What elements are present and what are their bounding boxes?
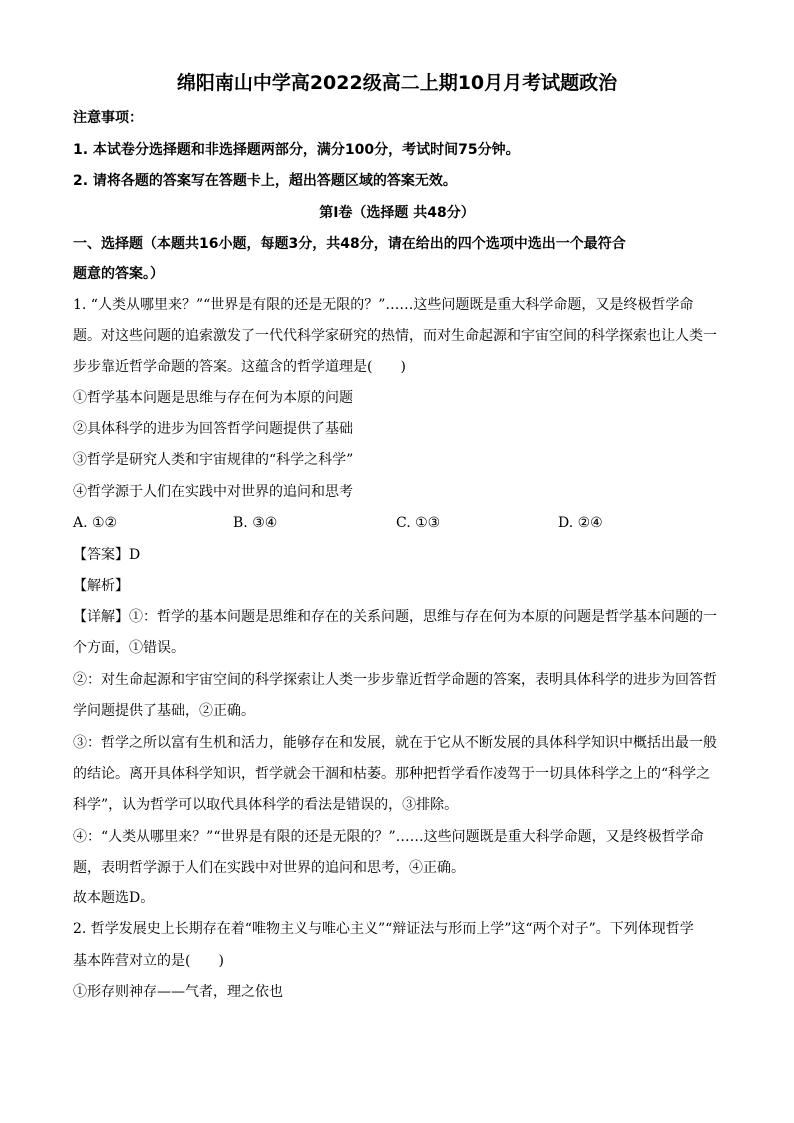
q1-option-a: A. ①② [73, 515, 118, 531]
page-title: 绵阳南山中学高2022级高二上期10月月考试题政治 [176, 72, 618, 94]
q1-statement-3: ③哲学是研究人类和宇宙规律的“科学之科学” [73, 452, 354, 468]
q2-stem-line-1: 2. 哲学发展史上长期存在着“唯物主义与唯心主义”“辩证法与形而上学”这“两个对子”。下列体现哲学 [73, 921, 694, 937]
q1-analysis-3-line-2: 的结论。离开具体科学知识，哲学就会干涸和枯萎。那种把哲学看作凌驾于一切具体科学之上的“科学之 [73, 766, 711, 782]
q1-analysis-2-line-2: 学问题提供了基础，②正确。 [73, 703, 255, 719]
notice-item-1: 1. 本试卷分选择题和非选择题两部分，满分100分，考试时间75分钟。 [73, 142, 520, 158]
q1-analysis-3-line-1: ③：哲学之所以富有生机和活力，能够存在和发展，就在于它从不断发展的具体科学知识中概括出最一般 [73, 735, 717, 751]
q1-option-b: B. ③④ [233, 515, 278, 531]
q1-analysis-4-line-1: ④：“人类从哪里来？”“世界是有限的还是无限的？”……这些问题既是重大科学命题，又是终极哲学命 [73, 829, 704, 845]
notice-heading: 注意事项： [73, 110, 143, 126]
q1-statement-1: ①哲学基本问题是思维与存在何为本原的问题 [73, 390, 353, 406]
q1-stem-line-2: 题。对这些问题的追索激发了一代代科学家研究的热情，而对生命起源和宇宙空间的科学探索也让人类一 [73, 328, 717, 344]
q2-statement-1: ①形存则神存——气者，理之依也 [73, 984, 283, 1000]
answer-label: 【答案】 [73, 547, 129, 563]
q1-statement-2: ②具体科学的进步为回答哲学问题提供了基础 [73, 421, 353, 437]
section-instruction-line-2: 题意的答案。） [73, 266, 164, 282]
answer-value: D [129, 547, 141, 563]
q1-analysis-1-line-1: 【详解】①：哲学的基本问题是思维和存在的关系问题，思维与存在何为本原的问题是哲学基本问题的一 [73, 609, 717, 625]
q1-option-c: C. ①③ [396, 515, 441, 531]
q1-conclusion: 故本题选D。 [73, 890, 155, 906]
q1-option-d: D. ②④ [558, 515, 603, 531]
q1-stem-line-1: 1. “人类从哪里来？”“世界是有限的还是无限的？”……这些问题既是重大科学命题，又是终极哲学命 [73, 297, 694, 313]
q1-analysis-1-line-2: 个方面，①错误。 [73, 640, 185, 656]
section-title: 第Ⅰ卷（选择题 共48分） [319, 205, 475, 221]
q1-stem-line-3: 步步靠近哲学命题的答案。这蕴含的哲学道理是( ) [73, 359, 406, 375]
q1-answer [73, 545, 726, 565]
q1-analysis-label: 【解析】 [73, 578, 129, 594]
q1-analysis-4-line-2: 题，表明哲学源于人们在实践中对世界的追问和思考，④正确。 [73, 860, 465, 876]
q1-statement-4: ④哲学源于人们在实践中对世界的追问和思考 [73, 484, 353, 500]
q2-stem-line-2: 基本阵营对立的是( ) [73, 953, 224, 969]
q1-analysis-2-line-1: ②：对生命起源和宇宙空间的科学探索让人类一步步靠近哲学命题的答案，表明具体科学的进步为回答哲 [73, 672, 717, 688]
notice-item-2: 2. 请将各题的答案写在答题卡上，超出答题区域的答案无效。 [73, 173, 457, 189]
section-instruction-line-1: 一、选择题（本题共16小题，每题3分，共48分，请在给出的四个选项中选出一个最符合 [73, 236, 626, 252]
q1-analysis-3-line-3: 科学”，认为哲学可以取代具体科学的看法是错误的，③排除。 [73, 797, 459, 813]
